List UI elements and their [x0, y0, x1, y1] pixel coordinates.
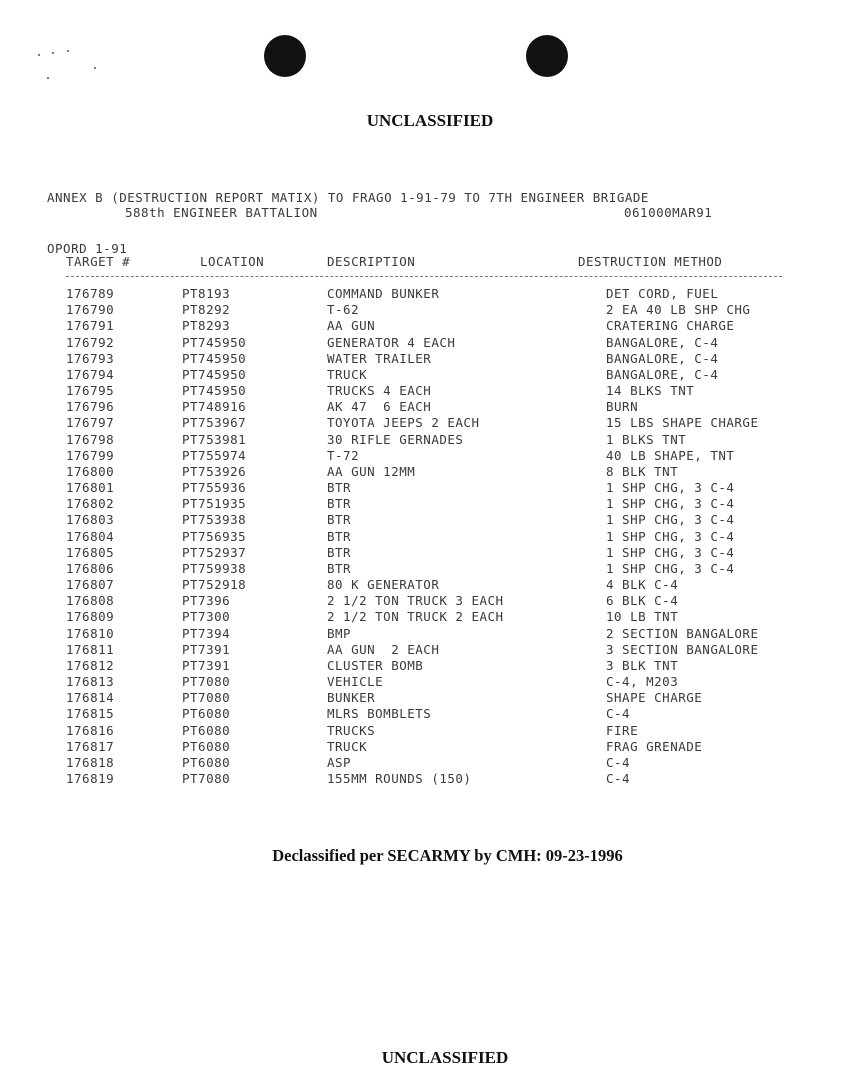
- method-cell: BANGALORE, C-4: [606, 334, 719, 350]
- table-row: [0, 658, 850, 674]
- description-cell: TRUCKS 4 EACH: [327, 383, 432, 399]
- description-cell: COMMAND BUNKER: [327, 286, 440, 301]
- description-cell: BTR: [327, 544, 352, 560]
- description-cell: BMP: [327, 625, 352, 641]
- description-cell: BTR: [327, 496, 352, 512]
- table-row: [0, 335, 850, 351]
- description-cell: MLRS BOMBLETS: [327, 706, 432, 722]
- table-row: [0, 415, 850, 431]
- description-cell: TRUCKS: [327, 722, 376, 738]
- target-cell: 176810: [66, 625, 115, 641]
- table-row: [0, 739, 850, 755]
- description-cell: 2 1/2 TON TRUCK 3 EACH: [327, 593, 504, 609]
- method-cell: SHAPE CHARGE: [606, 690, 703, 706]
- method-cell: C-4: [606, 771, 631, 787]
- location-cell: PT6080: [182, 722, 231, 738]
- table-row: [0, 593, 850, 609]
- description-cell: 80 K GENERATOR: [327, 577, 440, 593]
- table-row: [0, 755, 850, 771]
- method-cell: 1 SHP CHG, 3 C-4: [606, 560, 735, 576]
- method-cell: C-4: [606, 706, 631, 722]
- description-cell: 30 RIFLE GERNADES: [327, 431, 464, 447]
- location-cell: PT7391: [182, 657, 231, 673]
- description-cell: BTR: [327, 480, 352, 496]
- table-row: [0, 771, 850, 787]
- method-cell: DET CORD, FUEL: [606, 286, 719, 301]
- target-cell: 176801: [66, 480, 115, 496]
- target-cell: 176818: [66, 754, 115, 770]
- method-cell: BANGALORE, C-4: [606, 366, 719, 382]
- target-cell: 176809: [66, 609, 115, 625]
- method-cell: 3 BLK TNT: [606, 657, 679, 673]
- table-row: [0, 529, 850, 545]
- location-cell: PT8193: [182, 286, 231, 301]
- location-cell: PT745950: [182, 383, 247, 399]
- target-cell: 176793: [66, 350, 115, 366]
- description-cell: WATER TRAILER: [327, 350, 432, 366]
- scan-speck: [52, 52, 54, 54]
- location-cell: PT751935: [182, 496, 247, 512]
- method-cell: BANGALORE, C-4: [606, 350, 719, 366]
- target-cell: 176795: [66, 383, 115, 399]
- method-cell: 1 SHP CHG, 3 C-4: [606, 544, 735, 560]
- location-cell: PT752937: [182, 544, 247, 560]
- location-cell: PT6080: [182, 754, 231, 770]
- location-cell: PT755974: [182, 447, 247, 463]
- table-row: [0, 480, 850, 496]
- method-cell: C-4: [606, 754, 631, 770]
- method-cell: C-4, M203: [606, 674, 679, 690]
- location-cell: PT752918: [182, 577, 247, 593]
- method-cell: CRATERING CHARGE: [606, 318, 735, 334]
- table-row: [0, 545, 850, 561]
- target-cell: 176808: [66, 593, 115, 609]
- target-cell: 176800: [66, 463, 115, 479]
- table-row: [0, 286, 850, 302]
- description-cell: VEHICLE: [327, 674, 384, 690]
- table-row: [0, 642, 850, 658]
- table-row: [0, 351, 850, 367]
- location-cell: PT755936: [182, 480, 247, 496]
- column-header-location: LOCATION: [200, 254, 265, 269]
- description-cell: BTR: [327, 560, 352, 576]
- table-row: [0, 674, 850, 690]
- method-cell: 1 SHP CHG, 3 C-4: [606, 512, 735, 528]
- table-row: [0, 609, 850, 625]
- method-cell: 1 BLKS TNT: [606, 431, 687, 447]
- scan-speck: [67, 50, 69, 52]
- destruction-table: [0, 286, 850, 787]
- method-cell: 3 SECTION BANGALORE: [606, 641, 759, 657]
- method-cell: 15 LBS SHAPE CHARGE: [606, 415, 759, 431]
- location-cell: PT756935: [182, 528, 247, 544]
- table-row: [0, 723, 850, 739]
- method-cell: 2 SECTION BANGALORE: [606, 625, 759, 641]
- target-cell: 176816: [66, 722, 115, 738]
- method-cell: BURN: [606, 399, 639, 415]
- method-cell: 2 EA 40 LB SHP CHG: [606, 302, 751, 318]
- target-cell: 176790: [66, 302, 115, 318]
- location-cell: PT8292: [182, 302, 231, 318]
- scan-speck: [47, 77, 49, 79]
- location-cell: PT6080: [182, 706, 231, 722]
- target-cell: 176791: [66, 318, 115, 334]
- unit-name: 588th ENGINEER BATTALION: [125, 205, 318, 220]
- description-cell: AK 47 6 EACH: [327, 399, 432, 415]
- target-cell: 176819: [66, 771, 115, 787]
- target-cell: 176798: [66, 431, 115, 447]
- target-cell: 176797: [66, 415, 115, 431]
- target-cell: 176817: [66, 738, 115, 754]
- method-cell: 40 LB SHAPE, TNT: [606, 447, 735, 463]
- target-cell: 176815: [66, 706, 115, 722]
- annex-line-2: OPORD 1-91: [47, 241, 128, 256]
- table-row: [0, 318, 850, 334]
- scan-speck: [38, 54, 40, 56]
- location-cell: PT753926: [182, 463, 247, 479]
- description-cell: TOYOTA JEEPS 2 EACH: [327, 415, 480, 431]
- target-cell: 176813: [66, 674, 115, 690]
- table-row: [0, 706, 850, 722]
- method-cell: 1 SHP CHG, 3 C-4: [606, 528, 735, 544]
- method-cell: FIRE: [606, 722, 639, 738]
- location-cell: PT745950: [182, 366, 247, 382]
- description-cell: ASP: [327, 754, 352, 770]
- classification-bottom: UNCLASSIFIED: [381, 1048, 509, 1067]
- method-cell: 1 SHP CHG, 3 C-4: [606, 480, 735, 496]
- location-cell: PT753981: [182, 431, 247, 447]
- description-cell: T-72: [327, 447, 360, 463]
- column-header-description: DESCRIPTION: [327, 254, 416, 269]
- location-cell: PT753938: [182, 512, 247, 528]
- method-cell: 10 LB TNT: [606, 609, 679, 625]
- declassification-note: Declassified per SECARMY by CMH: 09-23-1996: [272, 846, 623, 865]
- target-cell: 176803: [66, 512, 115, 528]
- description-cell: BTR: [327, 528, 352, 544]
- table-row: [0, 577, 850, 593]
- description-cell: GENERATOR 4 EACH: [327, 334, 456, 350]
- table-row: [0, 626, 850, 642]
- target-cell: 176812: [66, 657, 115, 673]
- target-cell: 176811: [66, 641, 115, 657]
- column-header-target: TARGET #: [66, 254, 131, 269]
- method-cell: 8 BLK TNT: [606, 463, 679, 479]
- description-cell: AA GUN: [327, 318, 376, 334]
- table-row: [0, 464, 850, 480]
- target-cell: 176804: [66, 528, 115, 544]
- location-cell: PT748916: [182, 399, 247, 415]
- location-cell: PT745950: [182, 350, 247, 366]
- location-cell: PT753967: [182, 415, 247, 431]
- header-divider: [66, 276, 782, 277]
- location-cell: PT7080: [182, 674, 231, 690]
- table-row: [0, 496, 850, 512]
- table-row: [0, 383, 850, 399]
- location-cell: PT7080: [182, 690, 231, 706]
- description-cell: TRUCK: [327, 738, 368, 754]
- method-cell: FRAG GRENADE: [606, 738, 703, 754]
- table-row: [0, 399, 850, 415]
- location-cell: PT7300: [182, 609, 231, 625]
- target-cell: 176807: [66, 577, 115, 593]
- punch-hole-left: [264, 35, 306, 77]
- description-cell: AA GUN 12MM: [327, 463, 416, 479]
- target-cell: 176814: [66, 690, 115, 706]
- table-row: [0, 432, 850, 448]
- target-cell: 176792: [66, 334, 115, 350]
- location-cell: PT7396: [182, 593, 231, 609]
- description-cell: AA GUN 2 EACH: [327, 641, 440, 657]
- description-cell: 155MM ROUNDS (150): [327, 771, 472, 787]
- location-cell: PT8293: [182, 318, 231, 334]
- description-cell: BTR: [327, 512, 352, 528]
- description-cell: BUNKER: [327, 690, 376, 706]
- column-header-method: DESTRUCTION METHOD: [578, 254, 723, 269]
- target-cell: 176799: [66, 447, 115, 463]
- table-row: [0, 448, 850, 464]
- location-cell: PT7080: [182, 771, 231, 787]
- description-cell: TRUCK: [327, 366, 368, 382]
- target-cell: 176802: [66, 496, 115, 512]
- location-cell: PT745950: [182, 334, 247, 350]
- target-cell: 176806: [66, 560, 115, 576]
- table-row: [0, 690, 850, 706]
- location-cell: PT6080: [182, 738, 231, 754]
- table-row: [0, 302, 850, 318]
- date-time-group: 061000MAR91: [624, 205, 713, 220]
- scan-speck: [94, 67, 96, 69]
- target-cell: 176789: [66, 286, 115, 301]
- method-cell: 1 SHP CHG, 3 C-4: [606, 496, 735, 512]
- table-row: [0, 367, 850, 383]
- target-cell: 176794: [66, 366, 115, 382]
- target-cell: 176796: [66, 399, 115, 415]
- punch-hole-right: [526, 35, 568, 77]
- method-cell: 14 BLKS TNT: [606, 383, 695, 399]
- description-cell: CLUSTER BOMB: [327, 657, 424, 673]
- location-cell: PT7391: [182, 641, 231, 657]
- classification-top: UNCLASSIFIED: [366, 111, 494, 130]
- table-row: [0, 512, 850, 528]
- method-cell: 6 BLK C-4: [606, 593, 679, 609]
- location-cell: PT7394: [182, 625, 231, 641]
- target-cell: 176805: [66, 544, 115, 560]
- annex-line-1: ANNEX B (DESTRUCTION REPORT MATIX) TO FRAGO 1-91-79 TO 7TH ENGINEER BRIGADE: [47, 190, 649, 205]
- description-cell: 2 1/2 TON TRUCK 2 EACH: [327, 609, 504, 625]
- method-cell: 4 BLK C-4: [606, 577, 679, 593]
- table-row: [0, 561, 850, 577]
- description-cell: T-62: [327, 302, 360, 318]
- location-cell: PT759938: [182, 560, 247, 576]
